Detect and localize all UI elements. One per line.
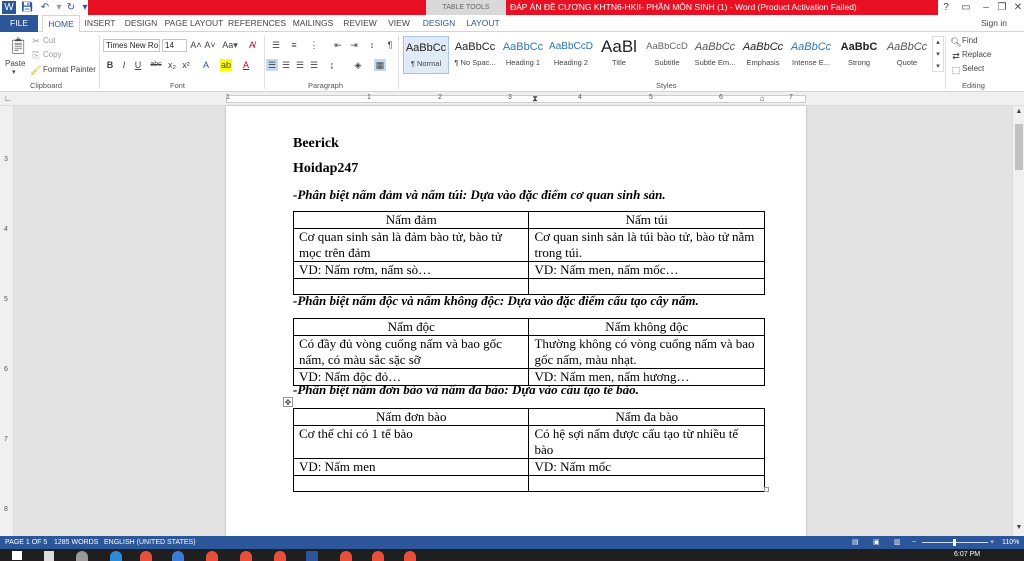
- table-header-cell[interactable]: Nấm túi: [529, 212, 765, 229]
- highlight-color-icon[interactable]: ab: [220, 60, 231, 70]
- subscript-icon[interactable]: x₂: [168, 60, 176, 70]
- status-bar: [0, 536, 1024, 549]
- style-name: Subtitle: [654, 58, 680, 67]
- style-preview: AaBbC: [840, 41, 878, 53]
- bullets-icon[interactable]: ☰: [271, 40, 281, 50]
- undo-dropdown-icon[interactable]: ▾: [56, 2, 62, 13]
- scroll-down-icon[interactable]: ▼: [1015, 524, 1023, 531]
- clear-formatting-icon[interactable]: A̸: [248, 40, 255, 50]
- style-preview: AaBl: [601, 37, 637, 56]
- page-count[interactable]: PAGE 1 OF 5: [5, 539, 48, 546]
- style-strong[interactable]: [836, 36, 882, 74]
- style-name: ¶ Normal: [410, 59, 442, 68]
- language-indicator[interactable]: ENGLISH (UNITED STATES): [104, 539, 196, 546]
- table-cell[interactable]: VD: Nấm rơm, nấm sò…: [294, 262, 529, 279]
- style-no-spacing[interactable]: [452, 36, 498, 74]
- zoom-out-icon[interactable]: −: [912, 539, 917, 546]
- chrome-icon[interactable]: [340, 551, 352, 561]
- table-cell-empty[interactable]: [529, 476, 765, 492]
- strikethrough-icon[interactable]: abc: [150, 61, 162, 68]
- align-right-icon[interactable]: ☰: [295, 60, 305, 70]
- help-button[interactable]: ?: [943, 2, 949, 13]
- taskbar: [0, 549, 1024, 561]
- zoom-in-icon[interactable]: +: [990, 539, 995, 546]
- style-name: Strong: [847, 58, 871, 67]
- ribbon-tabs: [0, 15, 1024, 32]
- scroll-up-icon[interactable]: ▲: [1015, 108, 1023, 115]
- style-name: Heading 1: [505, 58, 541, 67]
- multilevel-list-icon[interactable]: ⋮: [309, 40, 319, 50]
- styles-scroll-icon[interactable]: ▴ ▾ ▾: [932, 36, 944, 72]
- tab-mailings[interactable]: MAILINGS: [292, 18, 334, 28]
- underline-icon[interactable]: U: [134, 60, 142, 70]
- horizontal-ruler[interactable]: [0, 92, 1024, 106]
- window-title: ĐÁP ÁN ĐỀ CƯƠNG KHTN6-HKII- PHẦN MÔN SINH (1) - Word (Product Activation Failed): [510, 2, 857, 12]
- table-row: [294, 262, 765, 279]
- table-header-cell[interactable]: Nấm đơn bào: [294, 409, 529, 426]
- replace-icon: ⇄: [952, 51, 960, 61]
- style-preview: AaBbCc: [502, 41, 544, 53]
- table-row: [294, 336, 765, 369]
- select-button[interactable]: Select: [962, 64, 985, 73]
- scrollbar-thumb[interactable]: [1015, 124, 1023, 170]
- format-painter-button[interactable]: Format Painter: [43, 65, 96, 74]
- style-preview: AaBbCc: [790, 41, 832, 53]
- context-tab-label: TABLE TOOLS: [426, 0, 506, 15]
- clipboard-group-label: Clipboard: [30, 81, 63, 90]
- tab-references[interactable]: REFERENCES: [228, 18, 287, 28]
- chrome-icon[interactable]: [404, 551, 416, 561]
- print-layout-icon[interactable]: ▣: [873, 539, 880, 546]
- indent-marker-icon[interactable]: ⧗: [532, 94, 538, 103]
- ruler-number: 3: [508, 94, 512, 101]
- table-cell-empty[interactable]: [294, 476, 529, 492]
- ruler-number: 6: [719, 94, 723, 101]
- edge-icon[interactable]: [110, 551, 122, 561]
- tab-page-layout[interactable]: PAGE LAYOUT: [164, 18, 224, 28]
- chrome-icon[interactable]: [274, 551, 286, 561]
- paste-dropdown-icon[interactable]: ▾: [12, 69, 16, 76]
- tab-selector-icon[interactable]: ∟: [4, 94, 12, 103]
- format-painter-icon: 🖌︎: [30, 65, 42, 75]
- replace-button[interactable]: Replace: [962, 50, 992, 59]
- ruler-number: 6: [4, 366, 8, 373]
- tab-insert[interactable]: INSERT: [84, 18, 116, 28]
- task-view-icon[interactable]: [76, 551, 88, 561]
- font-group-label: Font: [170, 81, 186, 90]
- line-spacing-icon[interactable]: ↨: [329, 60, 335, 70]
- borders-icon[interactable]: ▦: [375, 60, 385, 70]
- table-row: [294, 426, 765, 459]
- table-cell[interactable]: Cơ thể chỉ có 1 tế bào: [294, 426, 529, 459]
- text-effects-icon[interactable]: A: [202, 60, 209, 70]
- table-cell[interactable]: Cơ quan sinh sản là đảm bào tử, bào tử mọc trên đảm: [294, 229, 529, 262]
- table-cell[interactable]: VD: Nấm men: [294, 459, 529, 476]
- cut-icon: ✂: [32, 36, 40, 46]
- ruler-number: 2: [438, 94, 442, 101]
- style-preview: AaBbCc: [742, 41, 784, 53]
- find-icon: 🔍︎: [950, 37, 962, 47]
- increase-indent-icon[interactable]: ⇥: [350, 40, 358, 50]
- zoom-slider-thumb[interactable]: [953, 539, 956, 546]
- ruler-number: 3: [4, 156, 8, 163]
- tab-home[interactable]: HOME: [42, 15, 80, 33]
- ribbon-separator: [945, 35, 946, 89]
- table-cell[interactable]: VD: Nấm men, nấm hương…: [529, 369, 765, 386]
- tab-table-layout[interactable]: LAYOUT: [466, 18, 500, 28]
- table-cell[interactable]: VD: Nấm mốc: [529, 459, 765, 476]
- table-2[interactable]: [293, 318, 765, 386]
- font-name-box[interactable]: Times New Ro: [103, 39, 160, 52]
- ribbon-separator: [398, 35, 399, 89]
- redo-icon[interactable]: ↻: [66, 2, 76, 13]
- ribbon: [0, 32, 1024, 92]
- paste-icon[interactable]: 📋︎: [8, 38, 29, 55]
- ribbon-display-options-button[interactable]: ▭: [961, 2, 971, 13]
- style-name: Emphasis: [746, 58, 780, 67]
- justify-icon[interactable]: ☰: [309, 60, 319, 70]
- table-row: [294, 229, 765, 262]
- style-preview: AaBbCc: [405, 42, 447, 54]
- find-button[interactable]: Find: [962, 36, 978, 45]
- ruler-number: 1: [226, 94, 230, 101]
- grow-font-icon[interactable]: A˄: [190, 40, 202, 50]
- style-name: Heading 2: [553, 58, 589, 67]
- word-count[interactable]: 1285 WORDS: [54, 539, 99, 546]
- style-title[interactable]: [596, 36, 642, 74]
- style-name: Subtle Em...: [694, 58, 736, 67]
- style-name: ¶ No Spac...: [454, 58, 496, 67]
- tab-file[interactable]: FILE: [0, 15, 38, 32]
- font-size-box[interactable]: 14: [162, 39, 187, 52]
- sign-in-link[interactable]: Sign in: [981, 18, 1007, 28]
- table-header-row: [294, 319, 765, 336]
- doc-heading-3: -Phân biệt nấm đơn bào và nấm đa bào: Dựa vào cấu tạo tế bào.: [293, 382, 639, 397]
- style-subtle-emphasis[interactable]: [692, 36, 738, 74]
- table-1[interactable]: [293, 211, 765, 295]
- restore-button[interactable]: ❐: [997, 2, 1007, 13]
- ruler-number: 5: [649, 94, 653, 101]
- style-quote[interactable]: [884, 36, 930, 74]
- save-icon[interactable]: 💾︎: [20, 2, 34, 13]
- style-heading-1[interactable]: [500, 36, 546, 74]
- styles-group-label: Styles: [656, 81, 677, 90]
- clock[interactable]: 6:07 PM: [954, 551, 981, 558]
- ruler-number: 5: [4, 296, 8, 303]
- style-emphasis[interactable]: [740, 36, 786, 74]
- title-bar: [0, 0, 1024, 15]
- word-logo-icon[interactable]: W: [2, 1, 16, 14]
- copy-icon: ⎘: [32, 50, 40, 60]
- vertical-ruler[interactable]: [0, 106, 14, 536]
- style-normal[interactable]: [403, 36, 449, 74]
- shrink-font-icon[interactable]: A˅: [204, 40, 216, 50]
- ruler-number: 7: [4, 436, 8, 443]
- shading-icon[interactable]: ◈: [354, 60, 362, 70]
- table-header-cell[interactable]: Nấm đa bào: [529, 409, 765, 426]
- editing-group-label: Editing: [962, 81, 985, 90]
- word-taskbar-icon[interactable]: [306, 551, 318, 561]
- doc-heading-1: -Phân biệt nấm đảm và nấm túi: Dựa vào đặc điểm cơ quan sinh sản.: [293, 187, 666, 202]
- read-mode-icon[interactable]: ▤: [852, 539, 859, 546]
- font-color-icon[interactable]: A: [242, 60, 249, 70]
- table-header-cell[interactable]: Nấm độc: [294, 319, 529, 336]
- style-preview: AaBbCcD: [549, 41, 593, 52]
- chrome-icon[interactable]: [372, 551, 384, 561]
- tab-review[interactable]: REVIEW: [343, 18, 377, 28]
- numbering-icon[interactable]: ≡: [291, 40, 297, 50]
- close-button[interactable]: ✕: [1013, 2, 1023, 13]
- table-row-empty: [294, 476, 765, 492]
- bold-icon[interactable]: B: [106, 60, 114, 70]
- vertical-scrollbar[interactable]: [1012, 106, 1024, 536]
- ruler-number: 8: [4, 506, 8, 513]
- ruler-number: 4: [4, 226, 8, 233]
- doc-line-source: Hoidap247: [293, 161, 359, 176]
- italic-icon[interactable]: I: [122, 60, 126, 70]
- web-layout-icon[interactable]: ▥: [894, 539, 901, 546]
- paste-button[interactable]: Paste: [5, 59, 26, 68]
- doc-line-author: Beerick: [293, 136, 339, 151]
- copy-button[interactable]: Copy: [43, 50, 62, 59]
- paragraph-group-label: Paragraph: [308, 81, 344, 90]
- ruler-number: 1: [367, 94, 371, 101]
- table-cell[interactable]: Có hệ sợi nấm được cấu tạo từ nhiều tế bào: [529, 426, 765, 459]
- change-case-icon[interactable]: Aa▾: [222, 40, 238, 50]
- decrease-indent-icon[interactable]: ⇤: [334, 40, 342, 50]
- table-cell[interactable]: VD: Nấm độc đỏ…: [294, 369, 529, 386]
- style-intense-emphasis[interactable]: [788, 36, 834, 74]
- zoom-level[interactable]: 110%: [1002, 539, 1020, 546]
- ribbon-separator: [264, 35, 265, 89]
- doc-heading-2: -Phân biệt nấm độc và nấm không độc: Dựa vào đặc điểm cấu tạo cây nấm.: [293, 293, 699, 308]
- align-left-icon[interactable]: ☰: [267, 60, 277, 70]
- select-icon: ⬚: [951, 65, 961, 75]
- style-name: Quote: [896, 58, 918, 67]
- app-icon[interactable]: [172, 551, 184, 561]
- tab-table-design[interactable]: DESIGN: [422, 18, 456, 28]
- cut-button[interactable]: Cut: [43, 36, 56, 45]
- style-name: Intense E...: [792, 58, 830, 67]
- style-preview: AaBbCcD: [646, 41, 688, 52]
- undo-icon[interactable]: ↶: [40, 2, 50, 13]
- table-cell[interactable]: Cơ quan sinh sản là túi bào tử, bào tử nằm trong túi.: [529, 229, 765, 262]
- sort-icon[interactable]: ↕: [369, 40, 375, 50]
- align-center-icon[interactable]: ☰: [281, 60, 291, 70]
- style-subtitle[interactable]: [644, 36, 690, 74]
- style-preview: AaBbCc: [454, 41, 496, 53]
- table-3[interactable]: [293, 408, 765, 492]
- start-icon[interactable]: [12, 551, 22, 560]
- tab-design[interactable]: DESIGN: [124, 18, 158, 28]
- search-icon[interactable]: [44, 551, 54, 561]
- style-preview: AaBbCc: [694, 41, 736, 53]
- table-row: [294, 459, 765, 476]
- table-header-cell[interactable]: Nấm không độc: [529, 319, 765, 336]
- style-preview: AaBbCc: [886, 41, 928, 53]
- table-cell[interactable]: VD: Nấm men, nấm mốc…: [529, 262, 765, 279]
- style-heading-2[interactable]: [548, 36, 594, 74]
- customize-qat-icon[interactable]: ▾: [82, 2, 88, 13]
- ruler-number: 4: [578, 94, 582, 101]
- table-cell[interactable]: Thường không có vòng cuống nấm và bao gốc nấm, màu nhạt.: [529, 336, 765, 369]
- table-header-row: [294, 212, 765, 229]
- table-header-row: [294, 409, 765, 426]
- superscript-icon[interactable]: x²: [182, 60, 190, 70]
- chrome-icon[interactable]: [206, 551, 218, 561]
- table-header-cell[interactable]: Nấm đảm: [294, 212, 529, 229]
- table-resize-handle[interactable]: [764, 487, 769, 492]
- tab-view[interactable]: VIEW: [388, 18, 410, 28]
- table-move-handle-icon[interactable]: ✥: [284, 398, 292, 407]
- style-name: Title: [612, 58, 626, 67]
- show-marks-icon[interactable]: ¶: [387, 40, 393, 50]
- minimize-button[interactable]: –: [983, 2, 989, 13]
- right-indent-marker-icon[interactable]: ⌂: [759, 94, 765, 103]
- chrome-icon[interactable]: [240, 551, 252, 561]
- table-cell[interactable]: Có đầy đủ vòng cuống nấm và bao gốc nấm, có màu sắc sặc sỡ: [294, 336, 529, 369]
- ruler-number: 7: [789, 94, 793, 101]
- chrome-icon[interactable]: [140, 551, 152, 561]
- ribbon-separator: [99, 35, 100, 89]
